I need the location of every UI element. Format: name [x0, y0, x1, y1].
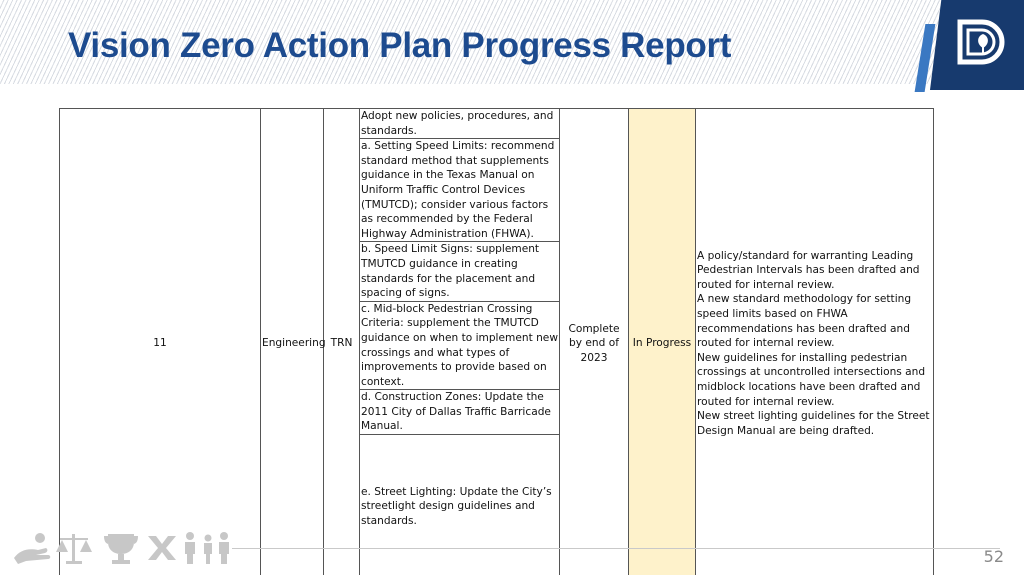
task-cell: d. Construction Zones: Update the 2011 City of Dallas Traffic Barricade Manual.: [360, 390, 560, 435]
division-cell: TRN: [324, 109, 360, 575]
task-cell: a. Setting Speed Limits: recommend standard method that supplements guidance in the Texas Manual on Uniform Traffic Control Devices (TMUTCD); consider various factors as recommended by the Federal Highway Administration (FHWA).: [360, 139, 560, 242]
progress-table: [59, 108, 934, 575]
task-cell: Adopt new policies, procedures, and standards.: [360, 109, 560, 139]
page-title: Vision Zero Action Plan Progress Report: [68, 26, 732, 65]
scales-of-justice-icon: [56, 534, 92, 564]
footer-icon-strip: [12, 528, 234, 568]
task-cell: e. Street Lighting: Update the City’s streetlight design guidelines and standards.: [360, 435, 560, 575]
care-hand-icon: [14, 533, 50, 564]
task-cell: b. Speed Limit Signs: supplement TMUTCD guidance in creating standards for the placement and spacing of signs.: [360, 242, 560, 301]
item-number: 11: [60, 109, 261, 575]
task-cell: c. Mid-block Pedestrian Crossing Criteria: supplement the TMUTCD guidance on when to implement new crossings and what types of improvements to provide based on context.: [360, 301, 560, 390]
status-cell: In Progress: [629, 109, 696, 575]
city-of-dallas-logo: [952, 14, 1014, 70]
page-number: 52: [983, 547, 1004, 566]
table-row: [60, 109, 934, 139]
timeline-cell: Complete by end of 2023: [560, 109, 629, 575]
comments-text: A policy/standard for warranting Leading Pedestrian Intervals has been drafted and routed for internal review. A new standard methodology for setting speed limits based on FHWA recommendations has been drafted and routed for internal review. New guidelines for installing pedestrian crossings at uncontrolled intersections and midblock locations have been drafted and routed for internal review. New street lighting guidelines for the Street Design Manual are being drafted.: [697, 249, 930, 437]
department-cell: Engineering: [261, 109, 324, 575]
people-icon: [185, 532, 229, 564]
comments-cell: [696, 109, 934, 575]
puzzle-cross-icon: [148, 536, 176, 560]
trophy-icon: [104, 534, 138, 564]
footer-divider: [232, 548, 1000, 549]
